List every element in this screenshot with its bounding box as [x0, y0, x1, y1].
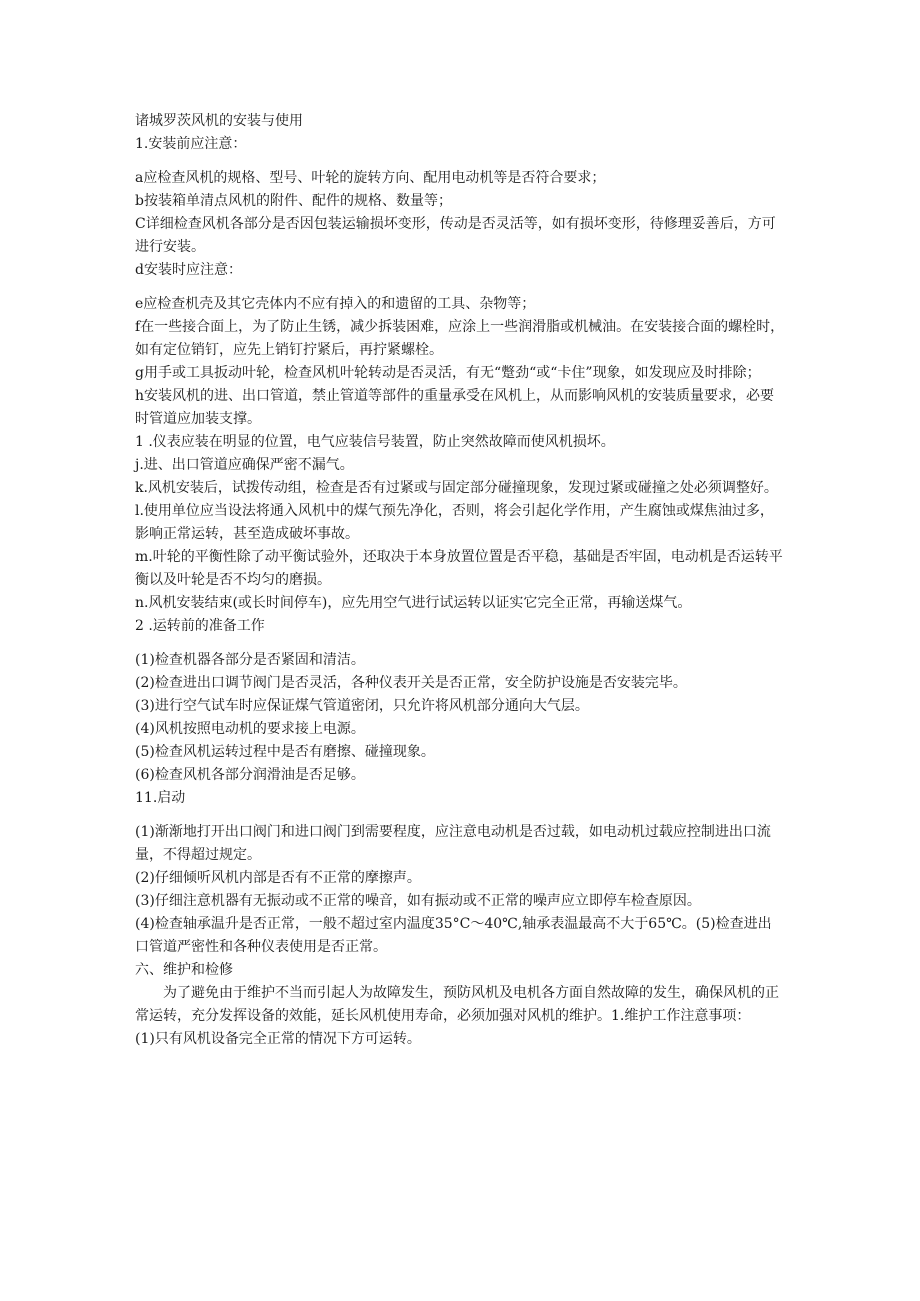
prep-item-6: (6)检查风机各部分润滑油是否足够。 — [135, 767, 365, 783]
document-title: 诸城罗茨风机的安装与使用 — [135, 113, 303, 129]
item-j: j.进、出口管道应确保严密不漏气。 — [135, 457, 354, 473]
section-heading-pre-install: 1.安装前应注意： — [135, 136, 247, 152]
prep-item-2: (2)检查进出口调节阀门是否灵活，各种仪表开关是否正常，安全防护设施是否安装完毕。 — [135, 675, 687, 691]
start-item-4: (4)检查轴承温升是否正常，一般不超过室内温度35°C～40℃,轴承表温最高不大于65℃。(5)检查进出口管道严密性和各种仪表使用是否正常。 — [135, 916, 772, 955]
item-f: f在一些接合面上，为了防止生锈，减少拆装困难，应涂上一些润滑脂或机械油。在安装接合面的螺栓时，如有定位销钉，应先上销钉拧紧后，再拧紧螺栓。 — [135, 319, 785, 358]
item-k: k.风机安装后，试拨传动组，检查是否有过紧或与固定部分碰撞现象，发现过紧或碰撞之处必须调整好。 — [135, 480, 778, 496]
prep-item-5: (5)检查风机运转过程中是否有磨擦、碰撞现象。 — [135, 744, 435, 760]
section-heading-maintenance: 六、维护和检修 — [135, 962, 233, 978]
item-e: e应检查机壳及其它壳体内不应有掉入的和遗留的工具、杂物等； — [135, 296, 536, 312]
section-heading-prep: 2 .运转前的准备工作 — [135, 618, 265, 634]
maintenance-item-1: (1)只有风机设备完全正常的情况下方可运转。 — [135, 1031, 421, 1047]
maintenance-paragraph: 为了避免由于维护不当而引起人为故障发生，预防风机及电机各方面自然故障的发生，确保风机的正常运转，充分发挥设备的效能，延长风机使用寿命，必须加强对风机的维护。1.维护工作注意事项： — [135, 985, 779, 1024]
item-g: g用手或工具扳动叶轮，检查风机叶轮转动是否灵活，有无“蹩劲“或“卡住”现象，如发现应及时排除； — [135, 365, 761, 381]
item-m: m.叶轮的平衡性除了动平衡试验外，还取决于本身放置位置是否平稳，基础是否牢固，电动机是否运转平衡以及叶轮是否不均匀的磨损。 — [135, 549, 783, 588]
prep-item-4: (4)风机按照电动机的要求接上电源。 — [135, 721, 365, 737]
item-d: d安装时应注意： — [135, 262, 242, 278]
section-heading-start: 11.启动 — [135, 790, 186, 806]
document-page — [135, 110, 785, 1051]
item-b: b按装箱单清点风机的附件、配件的规格、数量等； — [135, 193, 452, 209]
item-a: a应检查风机的规格、型号、叶轮的旋转方向、配用电动机等是否符合要求； — [135, 170, 606, 186]
item-n: n.风机安装结束(或长时间停车)，应先用空气进行试运转以证实它完全正常，再输送煤气。 — [135, 595, 692, 611]
item-c: C详细检查风机各部分是否因包装运输损坏变形，传动是否灵活等，如有损坏变形，待修理妥善后，方可进行安装。 — [135, 216, 776, 255]
prep-item-3: (3)进行空气试车时应保证煤气管道密闭，只允许将风机部分通向大气层。 — [135, 698, 589, 714]
item-l: l.使用单位应当设法将通入风机中的煤气预先净化，否则，将会引起化学作用，产生腐蚀或煤焦油过多，影响正常运转，甚至造成破坏事故。 — [135, 503, 774, 542]
start-item-2: (2)仔细倾听风机内部是否有不正常的摩擦声。 — [135, 870, 421, 886]
prep-item-1: (1)检查机器各部分是否紧固和清洁。 — [135, 652, 365, 668]
item-h: h安装风机的进、出口管道，禁止管道等部件的重量承受在风机上，从而影响风机的安装质量要求，必要时管道应加装支撑。 — [135, 388, 775, 427]
item-i: 1 .仪表应装在明显的位置，电气应装信号装置，防止突然故障而使风机损坏。 — [135, 434, 615, 450]
start-item-1: (1)渐渐地打开出口阀门和进口阀门到需要程度，应注意电动机是否过载，如电动机过载应控制进出口流量，不得超过规定。 — [135, 824, 771, 863]
start-item-3: (3)仔细注意机器有无振动或不正常的噪音，如有振动或不正常的噪声应立即停车检查原因。 — [135, 893, 701, 909]
